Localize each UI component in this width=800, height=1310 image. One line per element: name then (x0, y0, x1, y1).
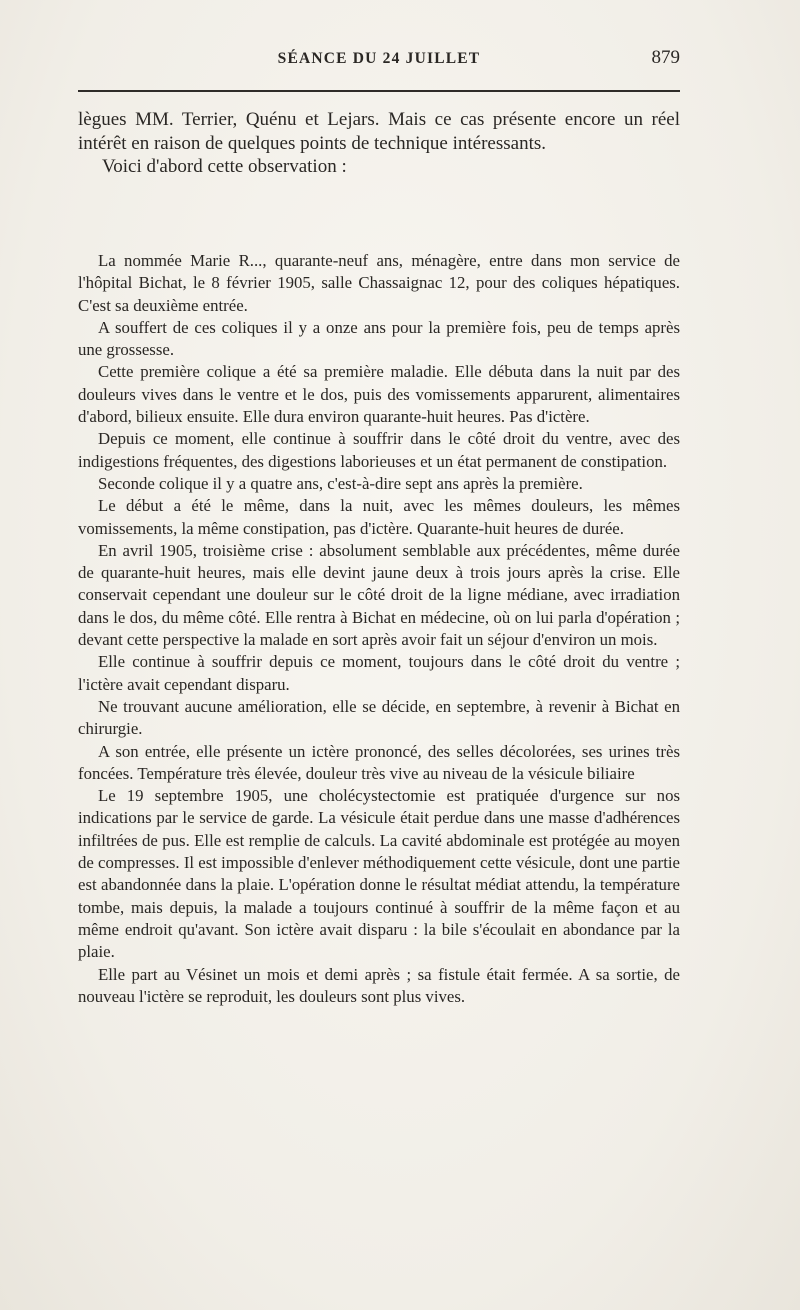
observation-text (78, 250, 680, 1008)
observation-paragraph: Le début a été le même, dans la nuit, avec les mêmes douleurs, les mêmes vomissements, la même constipation, pas d'ictère. Quarante-huit heures de durée. (78, 496, 680, 538)
observation-paragraph: La nommée Marie R..., quarante-neuf ans, ménagère, entre dans mon service de l'hôpital Bichat, le 8 février 1905, salle Chassaignac 12, pour des coliques hépatiques. C'est sa deuxième entrée. (78, 251, 680, 315)
observation-paragraph: Elle part au Vésinet un mois et demi après ; sa fistule était fermée. A sa sortie, de nouveau l'ictère se reproduit, les douleurs sont plus vives. (78, 964, 680, 1006)
observation-paragraph: Elle continue à souffrir depuis ce moment, toujours dans le côté droit du ventre ; l'ictère avait cependant disparu. (78, 652, 680, 694)
intro-paragraph: Voici d'abord cette observation : (102, 156, 347, 177)
intro-paragraph: lègues MM. Terrier, Quénu et Lejars. Mais ce cas présente encore un réel intérêt en raison de quelques points de technique intéressants. (78, 109, 680, 154)
observation-paragraph: Ne trouvant aucune amélioration, elle se décide, en septembre, à revenir à Bichat en chirurgie. (78, 696, 680, 739)
observation-paragraph: Cette première colique a été sa première maladie. Elle débuta dans la nuit par des douleurs vives dans le ventre et le dos, puis des vomissements apparurent, alimentaires d'abord, bilieux ensuite. Elle dura environ quarante-huit heures. Pas d'ictère. (78, 362, 680, 427)
observation-paragraph: A souffert de ces coliques il y a onze ans pour la première fois, peu de temps après une grossesse. (78, 317, 680, 360)
observation-paragraph: En avril 1905, troisième crise : absolument semblable aux précédentes, même durée de quarante-huit heures, mais elle devint jaune deux à trois jours après la crise. Elle conservait cependant une douleur sur le côté droit de la ligne médiane, avec irradiation dans le dos, du même côté. Elle rentra à Bichat en médecine, où on lui parla d'opération ; devant cette perspective la malade en sort après avoir fait un séjour d'environ un mois. (78, 540, 680, 650)
page-number: 879 (651, 47, 680, 68)
header-rule (78, 90, 680, 92)
observation-paragraph: Seconde colique il y a quatre ans, c'est-à-dire sept ans après la première. (98, 473, 583, 493)
observation-paragraph: Le 19 septembre 1905, une cholécystectomie est pratiquée d'urgence sur nos indications par le service de garde. La vésicule était perdue dans une masse d'adhérences infiltrées de pus. Elle est remplie de calculs. La cavité abdominale est protégée au moyen de compresses. Il est impossible d'enlever méthodiquement cette vésicule, dont une partie est abandonnée dans la plaie. L'opération donne le résultat médiat attendu, la température tombe, mais depuis, la malade a toujours continué à souffrir de la même façon et au même endroit qu'avant. Son ictère avait disparu : la bile s'écoulait en abondance par la plaie. (78, 786, 680, 962)
observation-paragraph: A son entrée, elle présente un ictère prononcé, des selles décolorées, ses urines très foncées. Température très élevée, douleur très vive au niveau de la vésicule biliaire (78, 741, 680, 783)
page-header (78, 47, 680, 76)
intro-text (78, 108, 680, 179)
observation-paragraph: Depuis ce moment, elle continue à souffrir dans le côté droit du ventre, avec des indigestions fréquentes, des digestions laborieuses et un état permanent de constipation. (78, 429, 680, 471)
running-title: SÉANCE DU 24 JUILLET (277, 50, 481, 67)
